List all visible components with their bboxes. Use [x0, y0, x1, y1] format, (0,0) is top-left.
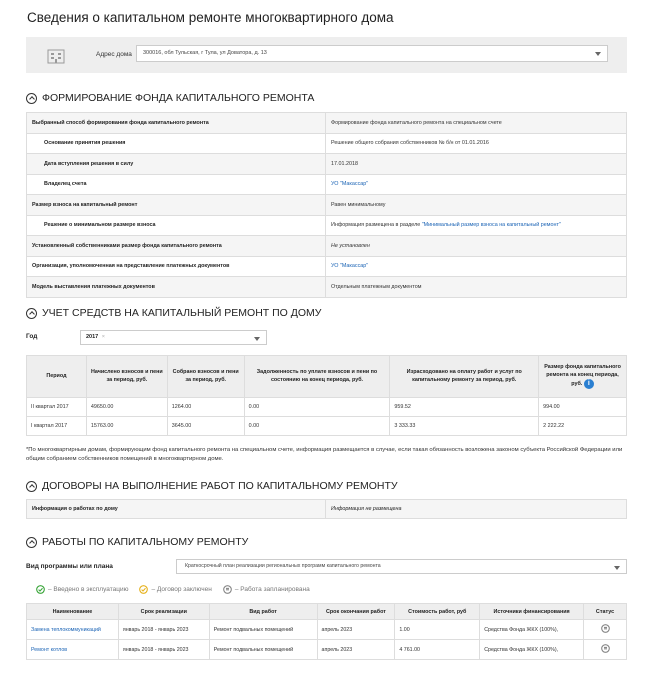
fund-section-title: ФОРМИРОВАНИЕ ФОНДА КАПИТАЛЬНОГО РЕМОНТА: [42, 92, 315, 104]
cell: II квартал 2017: [27, 398, 87, 417]
row-value: 17.01.2018: [326, 154, 627, 175]
row-value: Равен минимальному: [326, 195, 627, 216]
cell: 49650.00: [86, 398, 167, 417]
year-label: Год: [26, 333, 38, 340]
status-legend: [36, 585, 310, 594]
column-header: Задолженность по уплате взносов и пени по состоянию на конец периода, руб.: [244, 356, 390, 398]
table-row: [27, 640, 627, 660]
planned-circle-icon: [223, 585, 232, 594]
legend-item: [223, 585, 310, 594]
building-icon: [47, 49, 65, 64]
row-key: Информация о работах по дому: [27, 500, 326, 519]
address-select[interactable]: [136, 45, 608, 62]
cell: апрель 2023: [317, 640, 395, 660]
fund-section-header[interactable]: [26, 92, 314, 104]
info-icon[interactable]: i: [584, 379, 594, 389]
works-table: [26, 603, 627, 660]
plan-select[interactable]: [176, 559, 627, 574]
table-row: [27, 215, 627, 236]
footnote: *По многоквартирным домам, формирующим фонд капитального ремонта на специальном счете, информация размещается в случае, если такая обязанность возложена законом субъекта Российской Федерации или общим собранием собственников помещений в многоквартирном доме.: [26, 447, 623, 463]
row-value: Отдельным платежным документом: [326, 277, 627, 298]
column-header: Стоимость работ, руб: [395, 604, 480, 620]
row-value: Формирование фонда капитального ремонта на специальном счете: [326, 113, 627, 134]
work-name-link[interactable]: Замена теплокоммуникаций: [31, 626, 101, 633]
cell: Средства Фонда ЖКХ (100%),: [480, 620, 584, 640]
cell: 0.00: [244, 417, 390, 436]
row-key: Установленный собственниками размер фонда капитального ремонта: [27, 236, 326, 257]
table-row: [27, 174, 627, 195]
legend-label: – Введено в эксплуатацию: [48, 586, 129, 593]
column-header: Срок окончания работ: [317, 604, 395, 620]
table-row: [27, 417, 627, 436]
cell: 0.00: [244, 398, 390, 417]
address-label: Адрес дома: [96, 51, 132, 58]
column-header: Срок реализации: [118, 604, 209, 620]
cell: 2 222.22: [539, 417, 627, 436]
cell: Ремонт подвальных помещений: [209, 620, 317, 640]
cell: 15763.00: [86, 417, 167, 436]
accounting-section-header[interactable]: [26, 307, 321, 319]
column-header: Начислено взносов и пени за период, руб.: [86, 356, 167, 398]
column-header: Наименование: [27, 604, 119, 620]
row-value: Информация не размещена: [326, 500, 627, 519]
check-circle-icon: [36, 585, 45, 594]
column-header: Размер фонда капитального ремонта на конец периода, руб.: [544, 363, 621, 388]
cell: Средства Фонда ЖКХ (100%),: [480, 640, 584, 660]
year-select[interactable]: [80, 330, 267, 345]
plan-label: Вид программы или плана: [26, 563, 113, 570]
legend-item: [36, 585, 128, 594]
collapse-icon[interactable]: [26, 93, 37, 104]
table-row: [27, 256, 627, 277]
row-key: Выбранный способ формирования фонда капитального ремонта: [27, 113, 326, 134]
chevron-down-icon: [254, 337, 260, 341]
chevron-down-icon: [614, 566, 620, 570]
collapse-icon[interactable]: [26, 481, 37, 492]
collapse-icon[interactable]: [26, 537, 37, 548]
table-row: [27, 236, 627, 257]
cell: январь 2018 - январь 2023: [118, 620, 209, 640]
row-key: Владелец счета: [27, 174, 326, 195]
column-header: Статус: [584, 604, 627, 620]
accounting-table: [26, 355, 627, 436]
contract-circle-icon: [139, 585, 148, 594]
cell: 959.52: [390, 398, 539, 417]
payment-org-link[interactable]: УО "Макассар": [331, 263, 369, 270]
column-header: Вид работ: [209, 604, 317, 620]
contracts-section-header[interactable]: [26, 480, 398, 492]
table-row: [27, 113, 627, 134]
account-owner-link[interactable]: УО "Макассар": [331, 181, 369, 188]
planned-status-icon: [601, 624, 610, 633]
cell: 3 333.33: [390, 417, 539, 436]
legend-item: [139, 585, 211, 594]
cell: январь 2018 - январь 2023: [118, 640, 209, 660]
column-header-fund: [539, 356, 627, 398]
row-key: Организация, уполномоченная на представление платежных документов: [27, 256, 326, 277]
table-header-row: [27, 356, 627, 398]
table-row: [27, 277, 627, 298]
work-name-link[interactable]: Ремонт котлов: [31, 646, 68, 653]
cell: 1264.00: [167, 398, 244, 417]
row-value-prefix: Информация размещена в разделе: [331, 222, 422, 229]
column-header: Источники финансирования: [480, 604, 584, 620]
planned-status-icon: [601, 644, 610, 653]
table-header-row: [27, 604, 627, 620]
page-title: Сведения о капитальном ремонте многоквартирного дома: [27, 10, 394, 25]
fund-info-table: [26, 112, 627, 298]
row-value: Не установлен: [326, 236, 627, 257]
cell: 994.00: [539, 398, 627, 417]
status-cell: [584, 620, 627, 640]
works-section-header[interactable]: [26, 536, 248, 548]
collapse-icon[interactable]: [26, 308, 37, 319]
cell: 1.00: [395, 620, 480, 640]
chevron-down-icon: [595, 52, 601, 56]
plan-value: Краткосрочный план реализации региональных программ капитального ремонта: [185, 563, 381, 569]
row-key: Модель выставления платежных документов: [27, 277, 326, 298]
table-row: [27, 500, 627, 519]
table-row: [27, 195, 627, 216]
status-cell: [584, 640, 627, 660]
cell: I квартал 2017: [27, 417, 87, 436]
column-header: Собрано взносов и пени за период, руб.: [167, 356, 244, 398]
cell: 3645.00: [167, 417, 244, 436]
table-row: [27, 398, 627, 417]
legend-label: – Работа запланирована: [234, 586, 310, 593]
table-row: [27, 133, 627, 154]
row-key: Дата вступления решения в силу: [27, 154, 326, 175]
column-header: Период: [27, 356, 87, 398]
row-value: Решение общего собрания собственников № б/н от 01.01.2016: [326, 133, 627, 154]
accounting-section-title: УЧЕТ СРЕДСТВ НА КАПИТАЛЬНЫЙ РЕМОНТ ПО ДОМУ: [42, 307, 322, 319]
cell: 4 761.00: [395, 640, 480, 660]
row-key: Основание принятия решения: [27, 133, 326, 154]
clear-icon[interactable]: ×: [101, 334, 105, 340]
table-row: [27, 154, 627, 175]
cell: апрель 2023: [317, 620, 395, 640]
table-row: [27, 620, 627, 640]
row-key: Размер взноса на капитальный ремонт: [27, 195, 326, 216]
min-contribution-link[interactable]: "Минимальный размер взноса на капитальный ремонт": [421, 222, 561, 229]
cell: Ремонт подвальных помещений: [209, 640, 317, 660]
row-key: Решение о минимальном размере взноса: [27, 215, 326, 236]
legend-label: – Договор заключен: [151, 586, 212, 593]
contracts-table: [26, 499, 627, 519]
column-header: Израсходовано на оплату работ и услуг по капитальному ремонту за период, руб.: [390, 356, 539, 398]
contracts-section-title: ДОГОВОРЫ НА ВЫПОЛНЕНИЕ РАБОТ ПО КАПИТАЛЬНОМУ РЕМОНТУ: [42, 480, 398, 492]
year-value: 2017: [86, 334, 99, 340]
address-value: 300016, обл Тульская, г Тула, ул Доватора, д. 13: [143, 50, 267, 56]
works-section-title: РАБОТЫ ПО КАПИТАЛЬНОМУ РЕМОНТУ: [42, 536, 249, 548]
